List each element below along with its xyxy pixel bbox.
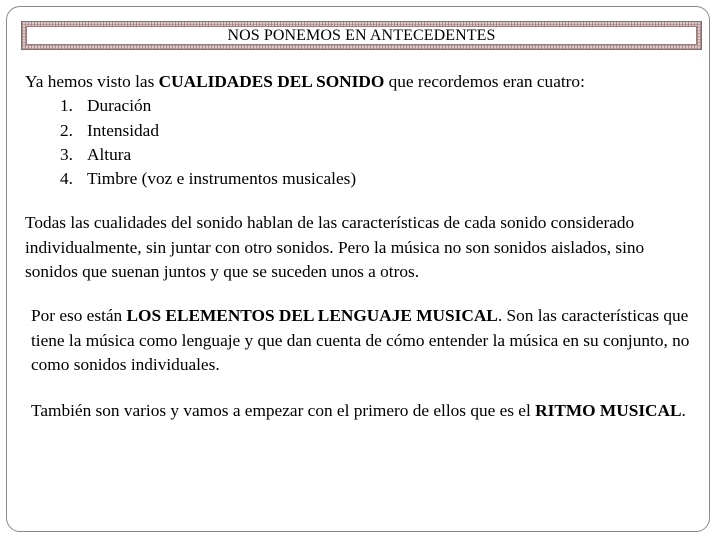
list-item bbox=[60, 94, 695, 118]
musical-elements-paragraph bbox=[25, 304, 695, 377]
list-item-label: Timbre (voz e instrumentos musicales) bbox=[87, 169, 357, 189]
intro-paragraph bbox=[25, 70, 695, 94]
list-number: 1. bbox=[60, 96, 73, 116]
rhythm-paragraph bbox=[25, 399, 695, 423]
list-number: 2. bbox=[60, 120, 73, 140]
title-banner bbox=[21, 21, 702, 50]
intro-bold-term: CUALIDADES DEL SONIDO bbox=[158, 72, 385, 91]
rhythm-bold-term: RITMO MUSICAL bbox=[535, 401, 682, 421]
slide-content bbox=[25, 70, 695, 424]
qualities-list bbox=[25, 94, 695, 191]
list-item-label: Intensidad bbox=[87, 120, 159, 140]
rhythm-text-after: . bbox=[681, 401, 686, 421]
list-number: 3. bbox=[60, 144, 73, 164]
elements-text-after: . Son las características que tiene la música como lenguaje y que dan cuenta de cómo entender la música en su conjunto, no como sonidos individuales. bbox=[31, 306, 690, 374]
rhythm-text-before: También son varios y vamos a empezar con el primero de ellos que es el bbox=[31, 401, 536, 421]
intro-text-after: que recordemos eran cuatro: bbox=[384, 72, 585, 91]
list-item bbox=[60, 119, 695, 143]
elements-text-before: Por eso están bbox=[31, 306, 127, 326]
qualities-explanation-paragraph: Todas las cualidades del sonido hablan de las características de cada sonido considerado individualmente, sin juntar con otro sonidos. Pero la música no son sonidos aislados, sino sonidos que suenan juntos y que se suceden unos a otros. bbox=[25, 213, 645, 282]
page-title: NOS PONEMOS EN ANTECEDENTES bbox=[26, 26, 697, 45]
list-item-label: Duración bbox=[87, 96, 152, 116]
list-number: 4. bbox=[60, 169, 73, 189]
list-item bbox=[60, 143, 695, 167]
list-item bbox=[60, 167, 695, 191]
list-item-label: Altura bbox=[87, 144, 132, 164]
elements-bold-term: LOS ELEMENTOS DEL LENGUAJE MUSICAL bbox=[126, 306, 498, 326]
intro-text-before: Ya hemos visto las bbox=[25, 72, 159, 91]
